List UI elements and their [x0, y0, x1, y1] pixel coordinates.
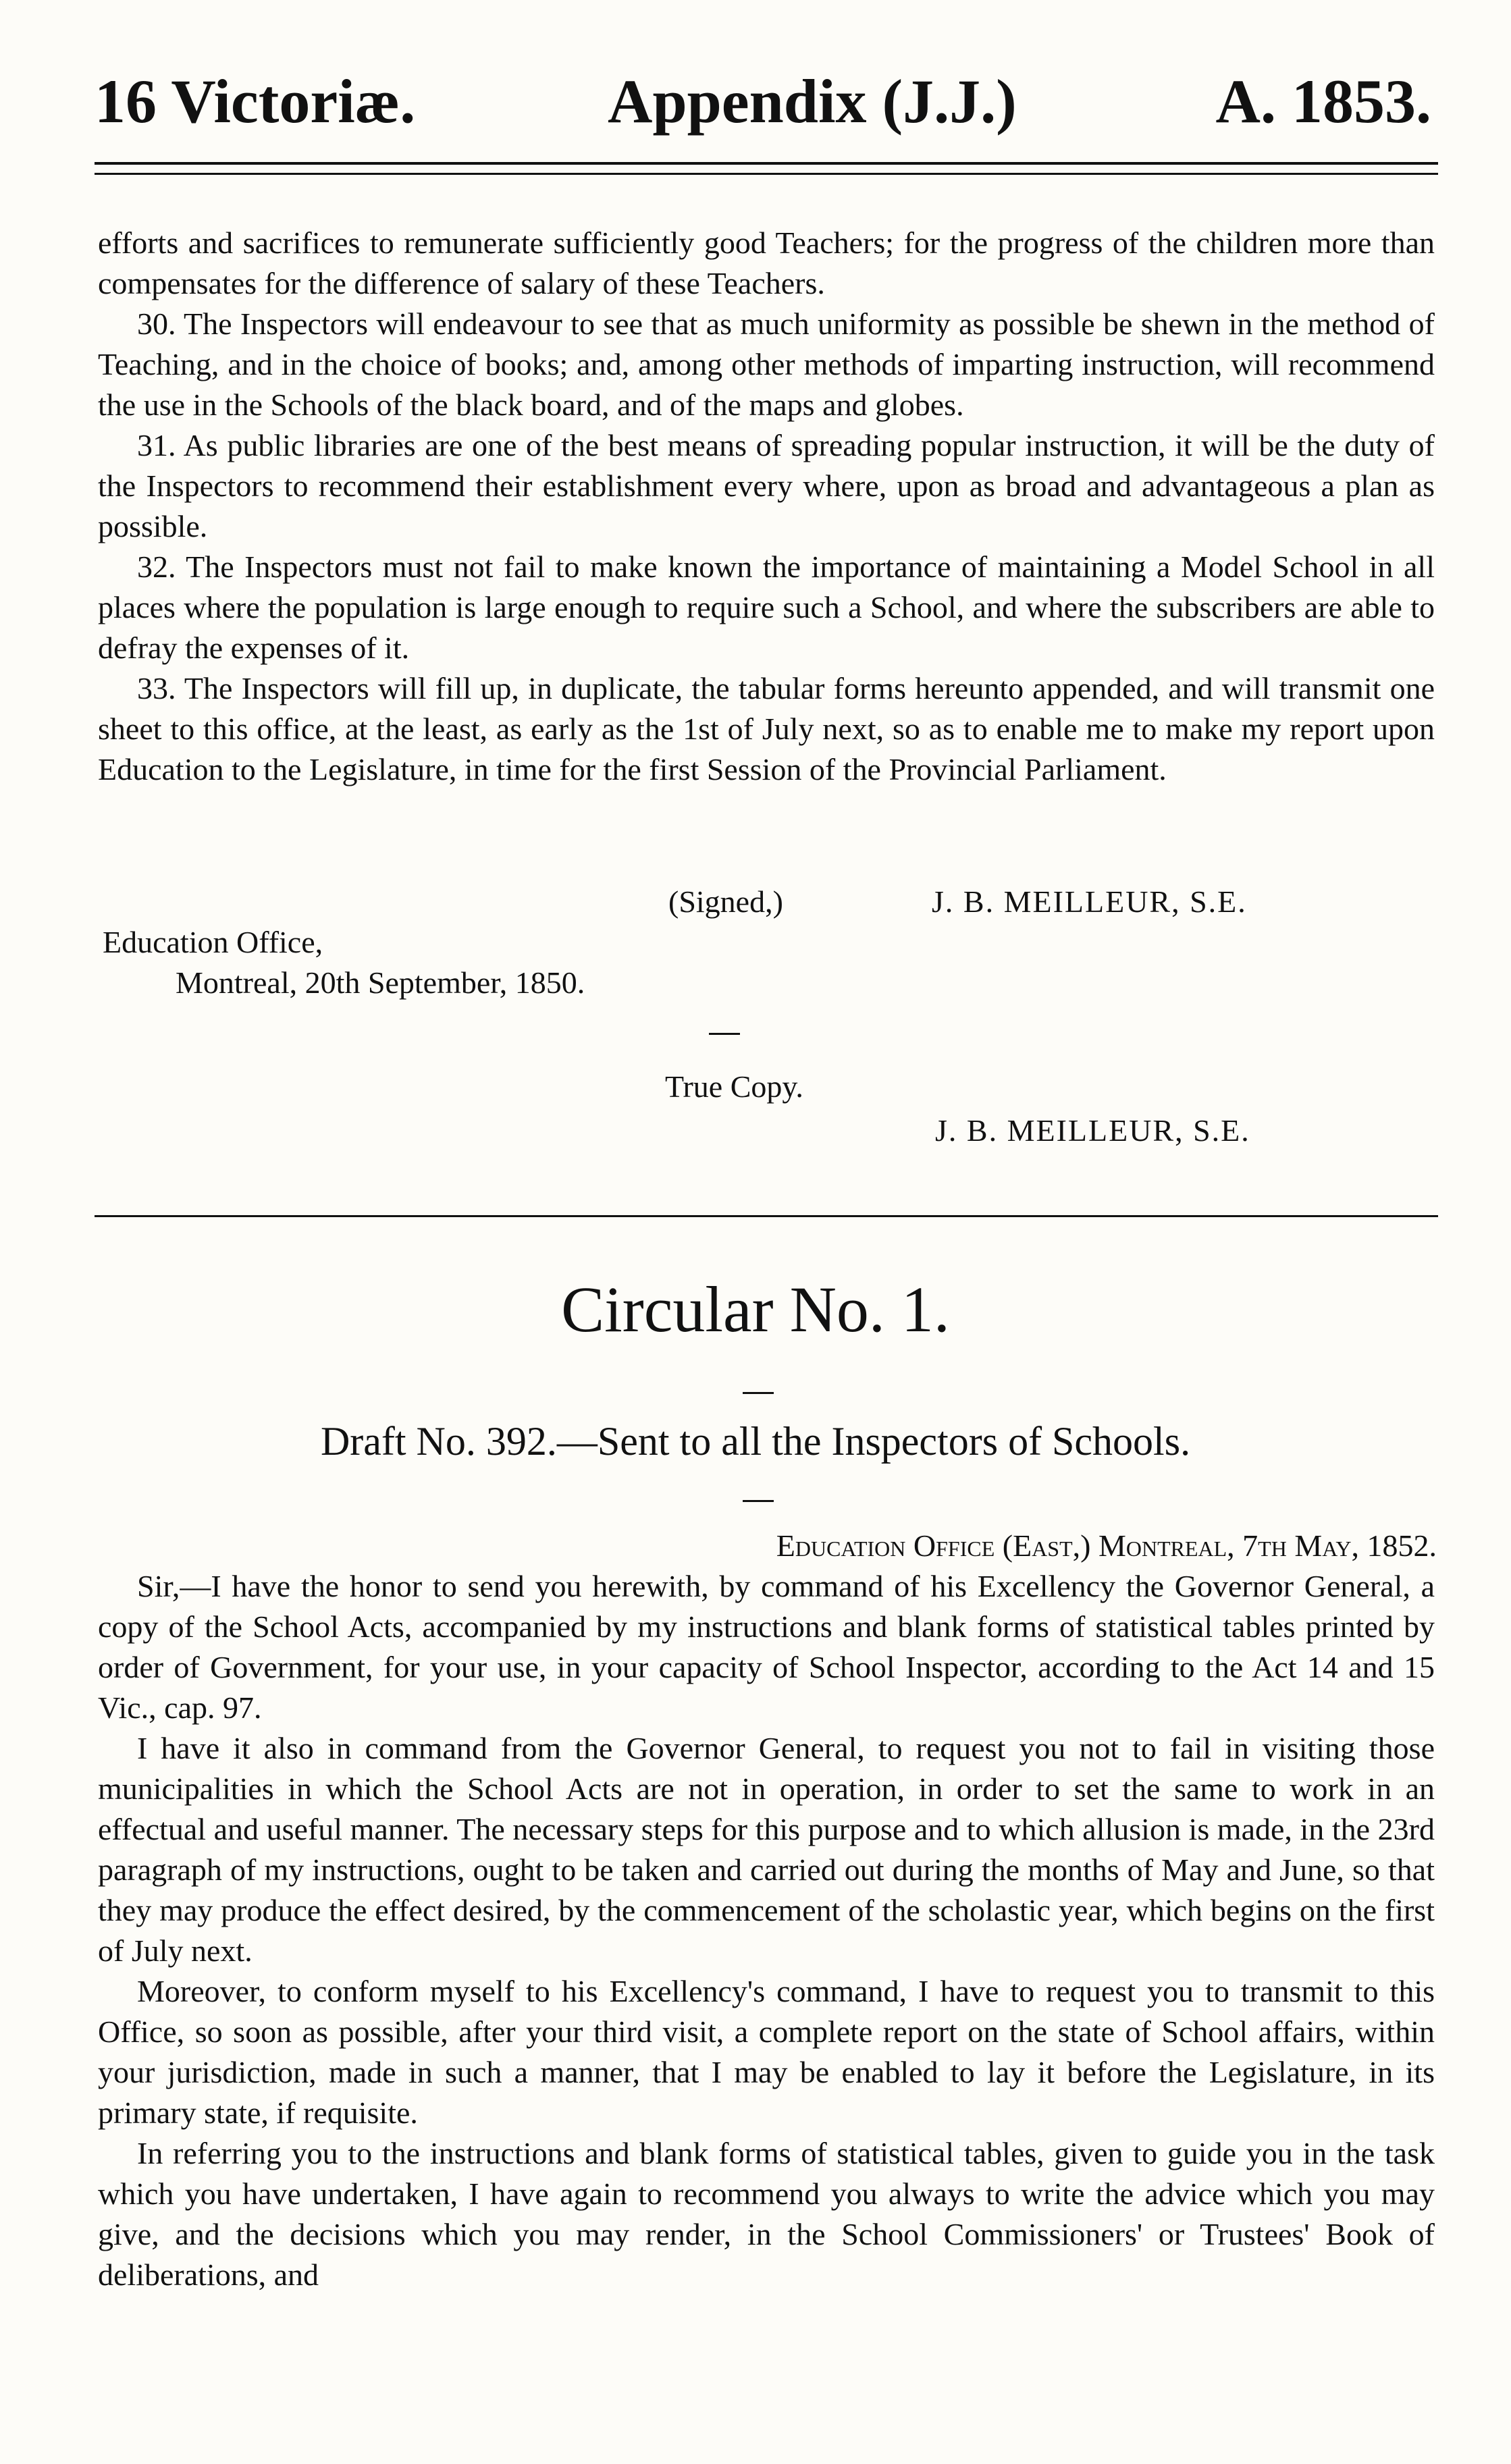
short-dash — [709, 1033, 740, 1035]
signed-name: J. B. MEILLEUR, S.E. — [932, 884, 1247, 919]
paragraph-32: 32. The Inspectors must not fail to make known the importance of maintaining a Model School in all places where the population is large enough to require such a School, and where the subscribers are able to defray the expenses of it. — [98, 550, 1435, 665]
circular-paragraph-3: Moreover, to conform myself to his Excellency's command, I have to request you to transmit to this Office, so soon as possible, after your third visit, a complete report on the state of School affairs, within your jurisdiction, made in such a manner, that I may be enabled to lay it before the Legislature, in its primary state, if requisite. — [98, 1974, 1435, 2130]
instructions-continued — [98, 223, 1435, 790]
header-rule-top — [95, 162, 1438, 165]
circular-paragraph-2: I have it also in command from the Governor General, to request you not to fail in visiting those municipalities in which the School Acts are not in operation, in order to set the same to work in an effectual and useful manner. The necessary steps for this purpose and to which allusion is made, in the 23rd paragraph of my instructions, ought to be taken and carried out during the months of May and June, so that they may produce the effect desired, by the commencement of the scholastic year, which begins on the first of July next. — [98, 1731, 1435, 1968]
true-copy-name: J. B. MEILLEUR, S.E. — [935, 1113, 1250, 1148]
education-office-label: Education Office, — [103, 925, 323, 959]
circular-paragraph-1: Sir,—I have the honor to send you herewith, by command of his Excellency the Governor General, a copy of the School Acts, accompanied by my instructions and blank forms of statistical tables printed by order of Government, for your use, in your capacity of School Inspector, according to the Act 14 and 15 Vic., cap. 97. — [98, 1569, 1435, 1725]
paragraph-31: 31. As public libraries are one of the best means of spreading popular instruction, it will be the duty of the Inspectors to recommend their establishment every where, upon as broad and advantageous a plan as possible. — [98, 428, 1435, 543]
place-date: Montreal, 20th September, 1850. — [176, 965, 585, 1000]
circular-subtitle: Draft No. 392.—Sent to all the Inspectors of Schools. — [320, 1419, 1191, 1464]
header-session: 16 Victoriæ. — [95, 67, 416, 136]
header-year: A. 1853. — [1215, 67, 1431, 136]
true-copy-label: True Copy. — [665, 1069, 803, 1104]
paragraph-30: 30. The Inspectors will endeavour to see that as much uniformity as possible be shewn in the method of Teaching, and in the choice of books; and, among other methods of imparting instruction, will recommend the use in the Schools of the black board, and of the maps and globes. — [98, 306, 1435, 422]
running-header — [95, 61, 1431, 142]
circular-title: Circular No. 1. — [561, 1273, 950, 1345]
paragraph-33: 33. The Inspectors will fill up, in duplicate, the tabular forms hereunto appended, and will transmit one sheet to this office, at the least, as early as the 1st of July next, so as to enable me to make my report upon Education to the Legislature, in time for the first Session of the Provincial Parliament. — [98, 671, 1435, 786]
circular-dateline: Education Office (East,) Montreal, 7th May, 1852. — [776, 1528, 1437, 1563]
title-dash — [743, 1392, 774, 1394]
header-rule-bottom — [95, 173, 1438, 175]
section-divider — [95, 1215, 1438, 1217]
paragraph-continued: efforts and sacrifices to remunerate sufficiently good Teachers; for the progress of the children more than compensates for the difference of salary of these Teachers. — [98, 225, 1435, 300]
circular-paragraph-4: In referring you to the instructions and blank forms of statistical tables, given to guide you in the task which you have undertaken, I have again to recommend you always to write the advice which you may give, and the decisions which you may render, in the School Commissioners' or Trustees' Book of deliberations, and — [98, 2136, 1435, 2292]
signed-label: (Signed,) — [668, 884, 783, 919]
circular-body — [98, 1566, 1435, 2295]
header-appendix: Appendix (J.J.) — [608, 67, 1017, 136]
subtitle-dash — [743, 1500, 774, 1502]
